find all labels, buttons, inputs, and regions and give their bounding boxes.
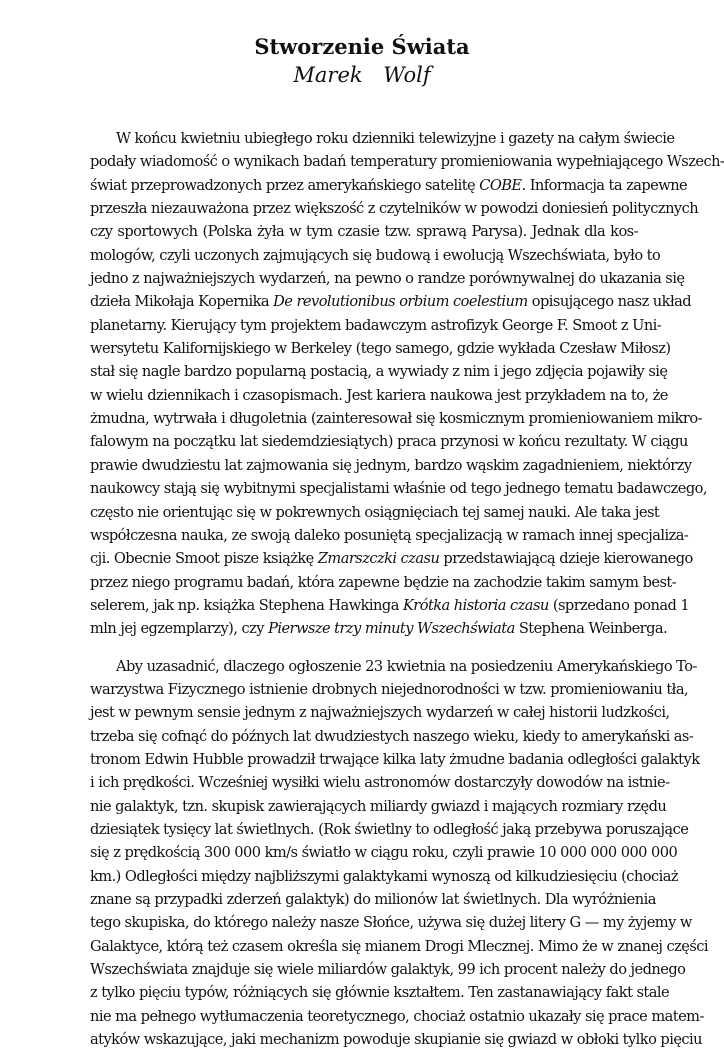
text-line: prawie dwudziestu lat zajmowania się jednym, bardzo wąskim zagadnieniem, niektórzy bbox=[90, 456, 692, 474]
text-line: W końcu kwietniu ubiegłego roku dzienniki telewizyjne i gazety na całym świecie bbox=[116, 130, 675, 147]
text-line: Wszechświata znajduje się wiele miliardów galaktyk, 99 ich procent należy do jednego bbox=[90, 961, 686, 979]
text-line: trzeba się cofnąć do późnych lat dwudziestych naszego wieku, kiedy to amerykański as- bbox=[90, 727, 694, 745]
text-line: planetarny. Kierujący tym projektem badawczym astrofizyk George F. Smoot z Uni- bbox=[90, 316, 662, 334]
text-line: świat przeprowadzonych przez amerykańskiego satelitę COBE. Informacja ta zapewne bbox=[90, 176, 688, 194]
text-line: tego skupiska, do którego należy nasze Słońce, używa się dużej litery G — my żyjemy w bbox=[90, 914, 692, 932]
text-line: i ich prędkości. Wcześniej wysiłki wielu astronomów dostarczyły dowodów na istnie- bbox=[90, 774, 670, 792]
text-line: stał się nagle bardzo popularną postacią, a wywiady z nim i jego zdjęcia pojawiły się bbox=[90, 363, 668, 381]
text-line: często nie orientując się w pokrewnych osiągnięciach tej samej nauki. Ale taka jest bbox=[90, 503, 660, 521]
text-line: km.) Odległości między najbliższymi galaktykami wynoszą od kilkudziesięciu (chociaż bbox=[90, 867, 679, 885]
text-line: dziesiątek tysięcy lat świetlnych. (Rok świetlny to odległość jaką przebywa poruszające bbox=[90, 820, 689, 838]
body-text bbox=[90, 127, 724, 1051]
document-author: Marek Wolf bbox=[293, 63, 431, 87]
text-line: przeszła niezauważona przez większość z czytelników w powodzi doniesień politycznych bbox=[90, 200, 699, 218]
text-line: mln jej egzemplarzy), czy Pierwsze trzy minuty Wszechświata Stephena Weinberga. bbox=[90, 620, 668, 638]
text-line: współczesna nauka, ze swoją daleko posuniętą specjalizacją w ramach innej specjaliza- bbox=[90, 526, 689, 544]
text-line: cji. Obecnie Smoot pisze książkę Zmarszczki czasu przedstawiającą dzieje kierowanego bbox=[90, 550, 693, 568]
text-line: nie ma pełnego wytłumaczenia teoretycznego, chociaż ostatnio ukazały się prace matem- bbox=[90, 1007, 704, 1025]
text-line: tronom Edwin Hubble prowadził trwające kilka laty żmudne badania odległości galaktyk bbox=[90, 750, 700, 768]
text-line: warzystwa Fizycznego istnienie drobnych niejednorodności w tzw. promieniowaniu tła, bbox=[90, 680, 689, 698]
paragraph-1 bbox=[90, 127, 724, 641]
text-line: się z prędkością 300 000 km/s światło w ciągu roku, czyli prawie 10 000 000 000 000 bbox=[90, 844, 678, 862]
text-line: przez niego programu badań, która zapewne będzie na zachodzie takim samym best- bbox=[90, 573, 677, 591]
text-line: dzieła Mikołaja Kopernika De revolutionibus orbium coelestium opisującego nasz układ bbox=[90, 293, 692, 311]
text-line: selerem, jak np. książka Stephena Hawkinga Krótka historia czasu (sprzedano ponad 1 bbox=[90, 596, 690, 614]
text-line: atyków wskazujące, jaki mechanizm powoduje skupianie się gwiazd w obłoki tylko pięciu bbox=[90, 1031, 702, 1049]
text-line: znane są przypadki zderzeń galaktyk) do milionów lat świetlnych. Dla wyróżnienia bbox=[90, 891, 656, 908]
text-line: podały wiadomość o wynikach badań temperatury promieniowania wypełniającego Wszech- bbox=[90, 153, 724, 171]
text-line: Aby uzasadnić, dlaczego ogłoszenie 23 kwietnia na posiedzeniu Amerykańskiego To- bbox=[116, 657, 697, 675]
text-line: nie galaktyk, tzn. skupisk zawierających miliardy gwiazd i mających rozmiary rzędu bbox=[90, 797, 667, 815]
text-line: w wielu dziennikach i czasopismach. Jest kariera naukowa jest przykładem na to, że bbox=[90, 386, 668, 404]
text-line: falowym na początku lat siedemdziesiątych) praca przynosi w końcu rezultaty. W ciągu bbox=[90, 433, 688, 451]
document-title: Stworzenie Świata bbox=[254, 34, 470, 59]
text-line: Galaktyce, którą też czasem określa się mianem Drogi Mlecznej. Mimo że w znanej części bbox=[90, 937, 709, 955]
text-line: naukowcy stają się wybitnymi specjalistami właśnie od tego jednego tematu badawczego, bbox=[90, 480, 707, 498]
text-line: mologów, czyli uczonych zajmujących się budową i ewolucją Wszechświata, było to bbox=[90, 246, 661, 264]
text-line: z tylko pięciu typów, różniących się głównie kształtem. Ten zastanawiający fakt stale bbox=[90, 984, 670, 1002]
paragraph-2 bbox=[90, 655, 709, 1051]
text-line: żmudna, wytrwała i długoletnia (zainteresował się kosmicznym promieniowaniem mikro- bbox=[90, 410, 702, 428]
text-line: wersytetu Kalifornijskiego w Berkeley (tego samego, gdzie wykłada Czesław Miłosz) bbox=[90, 340, 671, 358]
text-line: jest w pewnym sensie jednym z najważniejszych wydarzeń w całej historii ludzkości, bbox=[90, 704, 670, 722]
text-line: czy sportowych (Polska żyła w tym czasie tzw. sprawą Parysa). Jednak dla kos- bbox=[90, 223, 638, 241]
text-line: jedno z najważniejszych wydarzeń, na pewno o randze porównywalnej do ukazania się bbox=[90, 270, 685, 288]
